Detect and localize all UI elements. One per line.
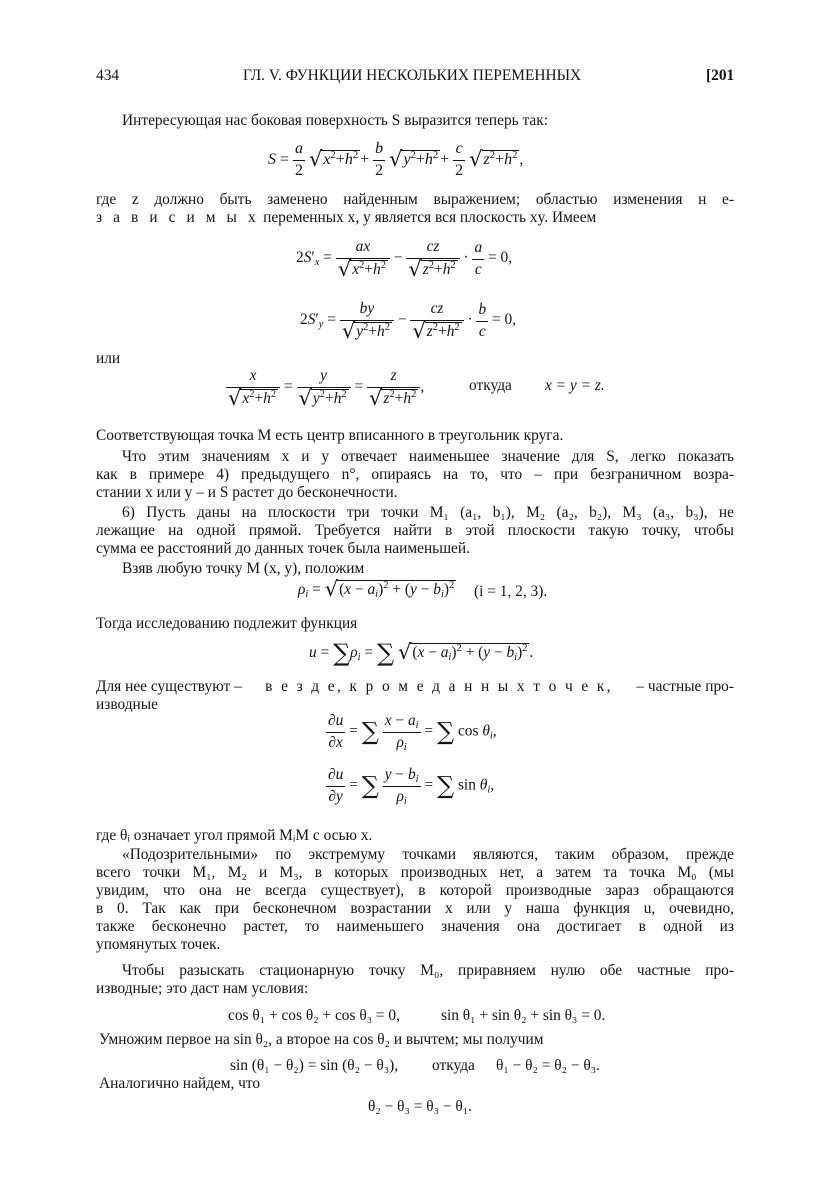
paragraph-take-point: Взяв любую точку M (x, y), положим [122,560,365,577]
equation-rho-index: (i = 1, 2, 3). [474,583,548,600]
paragraph-similarly: Аналогично найдем, что [99,1075,261,1092]
paragraph-suspicious-3: увидим, что она не всегда существует), в которой производные зараз обращаются [96,882,734,899]
paragraph-suspicious-5: также бесконечно растет, то наименьшего значения она достигает в одной из [96,918,734,935]
paragraph-these-values-3: стании x или y – и S растет до бесконечности. [96,484,398,501]
equation-dudy: $\frac{\partial u}{\partial y}$ = ∑ $\frac{y - b_i}{\rho_i}$ = ∑ $\sin \theta_i$, [328,766,495,808]
equation-cos-sum: cos θ₁ + cos θ₂ + cos θ₃ = 0, [228,1007,400,1024]
paragraph-partials-2: изводные [96,696,158,713]
partials-tail: – частные про- [636,678,734,695]
paragraph-where-z: где z должно быть заменено найденным выражением; областью изменения н е- [96,191,734,208]
paragraph-stationary-1: Чтобы разыскать стационарную точку M₀, приравняем нулю обе частные про- [122,962,734,979]
paragraph-suspicious-1: «Подозрительными» по экстремуму точками являются, таким образом, прежде [122,846,734,863]
equation-ratio: $\frac{x}{√x^2+h^2}$ = $\frac{y}{√y^2+h^2}$ = $\frac{z}{√z^2+h^2}$ , [228,367,425,411]
equation-theta-rel2: θ₂ − θ₃ = θ₃ − θ₁. [368,1098,472,1115]
equation-sin-diff: sin (θ₁ − θ₂) = sin (θ₂ − θ₃), [230,1057,399,1074]
equation-u: $u = \sum\rho_i$ = ∑ $√(x - a_i)^2 + (y - b_i)^2$ . [309,639,534,667]
paragraph-conclusion: Соответствующая точка M есть центр вписанного в треугольник круга. [96,427,564,444]
paragraph-lateral-surface: Интересующая нас боковая поверхность S выразится теперь так: [122,112,549,129]
equation-rho: $\rho_i = √(x - a_i)^2 + (y - b_i)^2$ [298,577,455,601]
paragraph-example6-2: лежащие на одной прямой. Требуется найти в этой плоскости такую точку, чтобы [96,522,734,539]
chapter-title: ГЛ. V. ФУНКЦИИ НЕСКОЛЬКИХ ПЕРЕМЕННЫХ [243,67,582,84]
equation-Sx: $2S'_x$ = $\frac{ax}{√x^2+h^2}$ − $\frac{cz}{√z^2+h^2}$ · $\frac{a}{c}$ = 0, [296,238,513,282]
paragraph-suspicious-4: в 0. Так как при бесконечном возрастании x или y наша функция u, очевидно, [96,900,734,917]
equation-sin-sum: sin θ₁ + sin θ₂ + sin θ₃ = 0. [441,1007,606,1024]
section-number: [201 [706,67,735,84]
equation-S: S = $\frac{a}{2}$ $√x^2+h^2$ + $\frac{b}{2}$ $√y^2+h^2$ + $\frac{c}{2}$ $√z^2+h^2$ , [268,140,524,180]
paragraph-these-values-1: Что этим значениям x и y отвечает наименьшее значение для S, легко показать [122,448,734,465]
paragraph-example6-1: 6) Пусть даны на плоскости три точки M₁ (a₁, b₁), M₂ (a₂, b₂), M₃ (a₃, b₃), не [122,504,734,521]
word-or: или [96,350,121,367]
word-whence-1: откуда [469,377,512,394]
paragraph-multiply: Умножим первое на sin θ₂, а второе на cos θ₂ и вычтем; мы получим [99,1031,544,1048]
paragraph-then-function: Тогда исследованию подлежит функция [96,615,358,632]
line2-rest: переменных x, y является вся плоскость xy. Имеем [263,209,597,226]
spaced-independent: з а в и с и м ы х [96,209,260,226]
paragraph-suspicious-2: всего точки M₁, M₂ и M₃, в которых производных нет, а затем та точка M₀ (мы [96,864,734,881]
word-whence-2: откуда [432,1057,475,1074]
equation-Sy: $2S'_y$ = $\frac{by}{√y^2+h^2}$ − $\frac{cz}{√z^2+h^2}$ · $\frac{b}{c}$ = 0, [300,300,517,344]
equation-dudx: $\frac{\partial u}{\partial x}$ = ∑ $\frac{x - a_i}{\rho_i}$ = ∑ $\cos \theta_i$, [328,712,497,754]
page-number: 434 [96,67,120,84]
paragraph-where-z-line2 [96,209,596,227]
paragraph-stationary-2: изводные; это даст нам условия: [96,980,309,997]
paragraph-partials-1 [96,678,734,696]
paragraph-angle-note: где θᵢ означает угол прямой MᵢM с осью x. [96,827,373,844]
paragraph-suspicious-6: упомянутых точек. [96,936,221,953]
equation-theta-rel: θ₁ − θ₂ = θ₂ − θ₃. [496,1057,600,1074]
equation-ratio-result: x = y = z. [545,377,605,394]
paragraph-example6-3: сумма ее расстояний до данных точек была наименьшей. [96,540,470,557]
partials-spaced: в е з д е, к р о м е д а н н ы х т о ч е к, [265,678,613,695]
partials-lead: Для нее существуют – [96,678,242,695]
paragraph-these-values-2: как в примере 4) предыдущего n°, опираясь на то, что – при безграничном возра- [96,466,734,483]
